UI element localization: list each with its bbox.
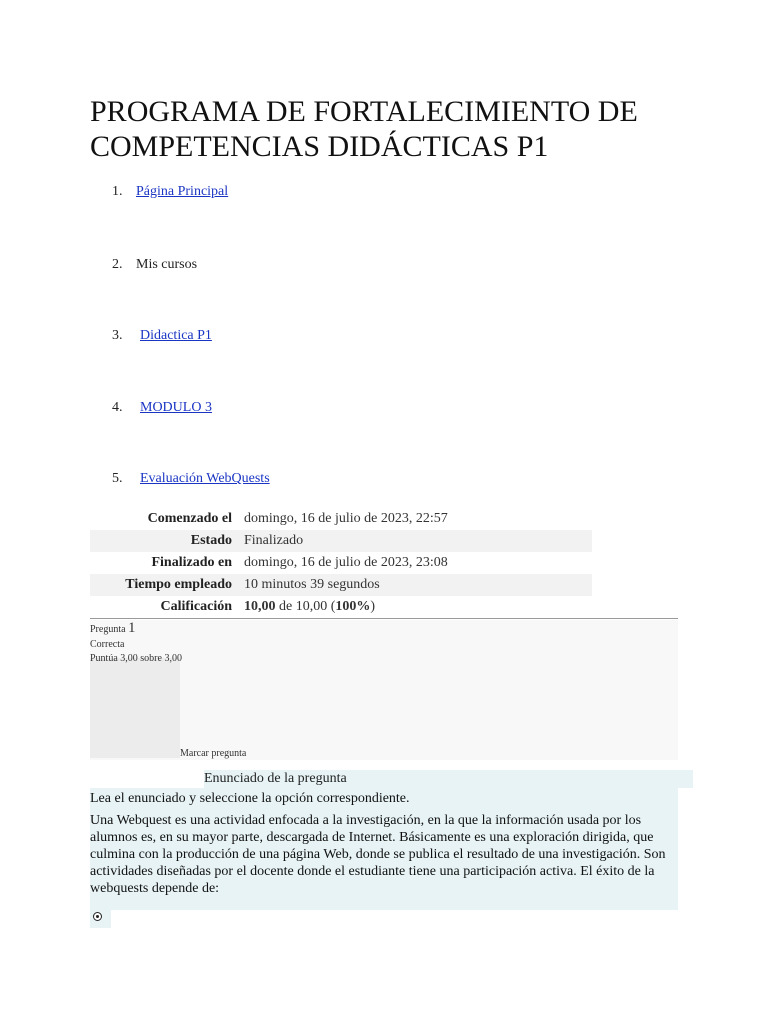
breadcrumb-number: 2. xyxy=(112,257,123,272)
question-info-shade xyxy=(90,658,180,758)
summary-row-started xyxy=(90,508,592,530)
summary-row-time xyxy=(90,574,592,596)
question-number xyxy=(90,622,136,636)
question-instruction: Lea el enunciado y seleccione la opción correspondiente. xyxy=(90,791,410,806)
question-text: Una Webquest es una actividad enfocada a la investigación, en la que la información usada por los alumnos es, en su mayor parte, descargada de Internet. Básicamente es una exploración dirigida, que culmina con la producción de una página Web, donde se publica el resultado de una investigación. Son actividades diseñadas por el docente donde el estudiante tiene una participación activa. El éxito de la webquests depende de: xyxy=(90,813,666,896)
summary-value: Finalizado xyxy=(238,530,592,552)
grade-percent: 100% xyxy=(335,599,371,614)
question-text-panel xyxy=(90,788,678,928)
summary-label: Tiempo empleado xyxy=(90,574,238,596)
summary-label: Calificación xyxy=(160,599,232,614)
page-title: PROGRAMA DE FORTALECIMIENTO DE COMPETENCIAS DIDÁCTICAS P1 xyxy=(90,95,638,163)
summary-row-grade xyxy=(90,596,592,618)
grade-close: ) xyxy=(370,599,376,614)
question-info-panel xyxy=(90,620,678,760)
question-number-value: 1 xyxy=(128,620,136,636)
attempt-summary-table xyxy=(90,508,592,618)
breadcrumb-item-course xyxy=(112,327,212,345)
divider xyxy=(90,618,678,619)
answer-radio-selected[interactable] xyxy=(93,912,102,921)
breadcrumb-number: 1. xyxy=(112,184,123,199)
breadcrumb-number: 3. xyxy=(112,328,123,343)
summary-value: domingo, 16 de julio de 2023, 22:57 xyxy=(244,511,448,526)
grade-of: de 10,00 ( xyxy=(279,599,336,614)
breadcrumb-link-home[interactable]: Página Principal xyxy=(136,184,229,199)
breadcrumb-text-my-courses: Mis cursos xyxy=(136,257,198,272)
breadcrumb-link-course[interactable]: Didactica P1 xyxy=(140,328,212,343)
breadcrumb-number: 4. xyxy=(112,400,123,415)
summary-value: domingo, 16 de julio de 2023, 23:08 xyxy=(244,555,448,570)
breadcrumb-item-module xyxy=(112,399,212,417)
question-points: Puntúa 3,00 sobre 3,00 xyxy=(90,653,182,664)
summary-value-grade xyxy=(238,596,592,618)
question-status: Correcta xyxy=(90,639,125,650)
flag-question-link[interactable]: Marcar pregunta xyxy=(180,748,247,759)
summary-label: Estado xyxy=(90,530,238,552)
question-statement-label: Enunciado de la pregunta xyxy=(204,770,693,788)
question-prefix: Pregunta xyxy=(90,624,126,635)
breadcrumb-link-quiz[interactable]: Evaluación WebQuests xyxy=(140,471,270,486)
summary-label: Finalizado en xyxy=(151,555,232,570)
breadcrumb-item-home xyxy=(112,183,228,201)
summary-row-finished xyxy=(90,552,592,574)
breadcrumb-link-module[interactable]: MODULO 3 xyxy=(140,400,212,415)
breadcrumb-item-my-courses xyxy=(112,256,197,274)
answer-option[interactable] xyxy=(111,910,678,928)
breadcrumb-item-quiz xyxy=(112,470,270,488)
summary-value: 10 minutos 39 segundos xyxy=(238,574,592,596)
summary-label: Comenzado el xyxy=(147,511,232,526)
summary-row-state xyxy=(90,530,592,552)
grade-score: 10,00 xyxy=(244,599,276,614)
breadcrumb-number: 5. xyxy=(112,471,123,486)
